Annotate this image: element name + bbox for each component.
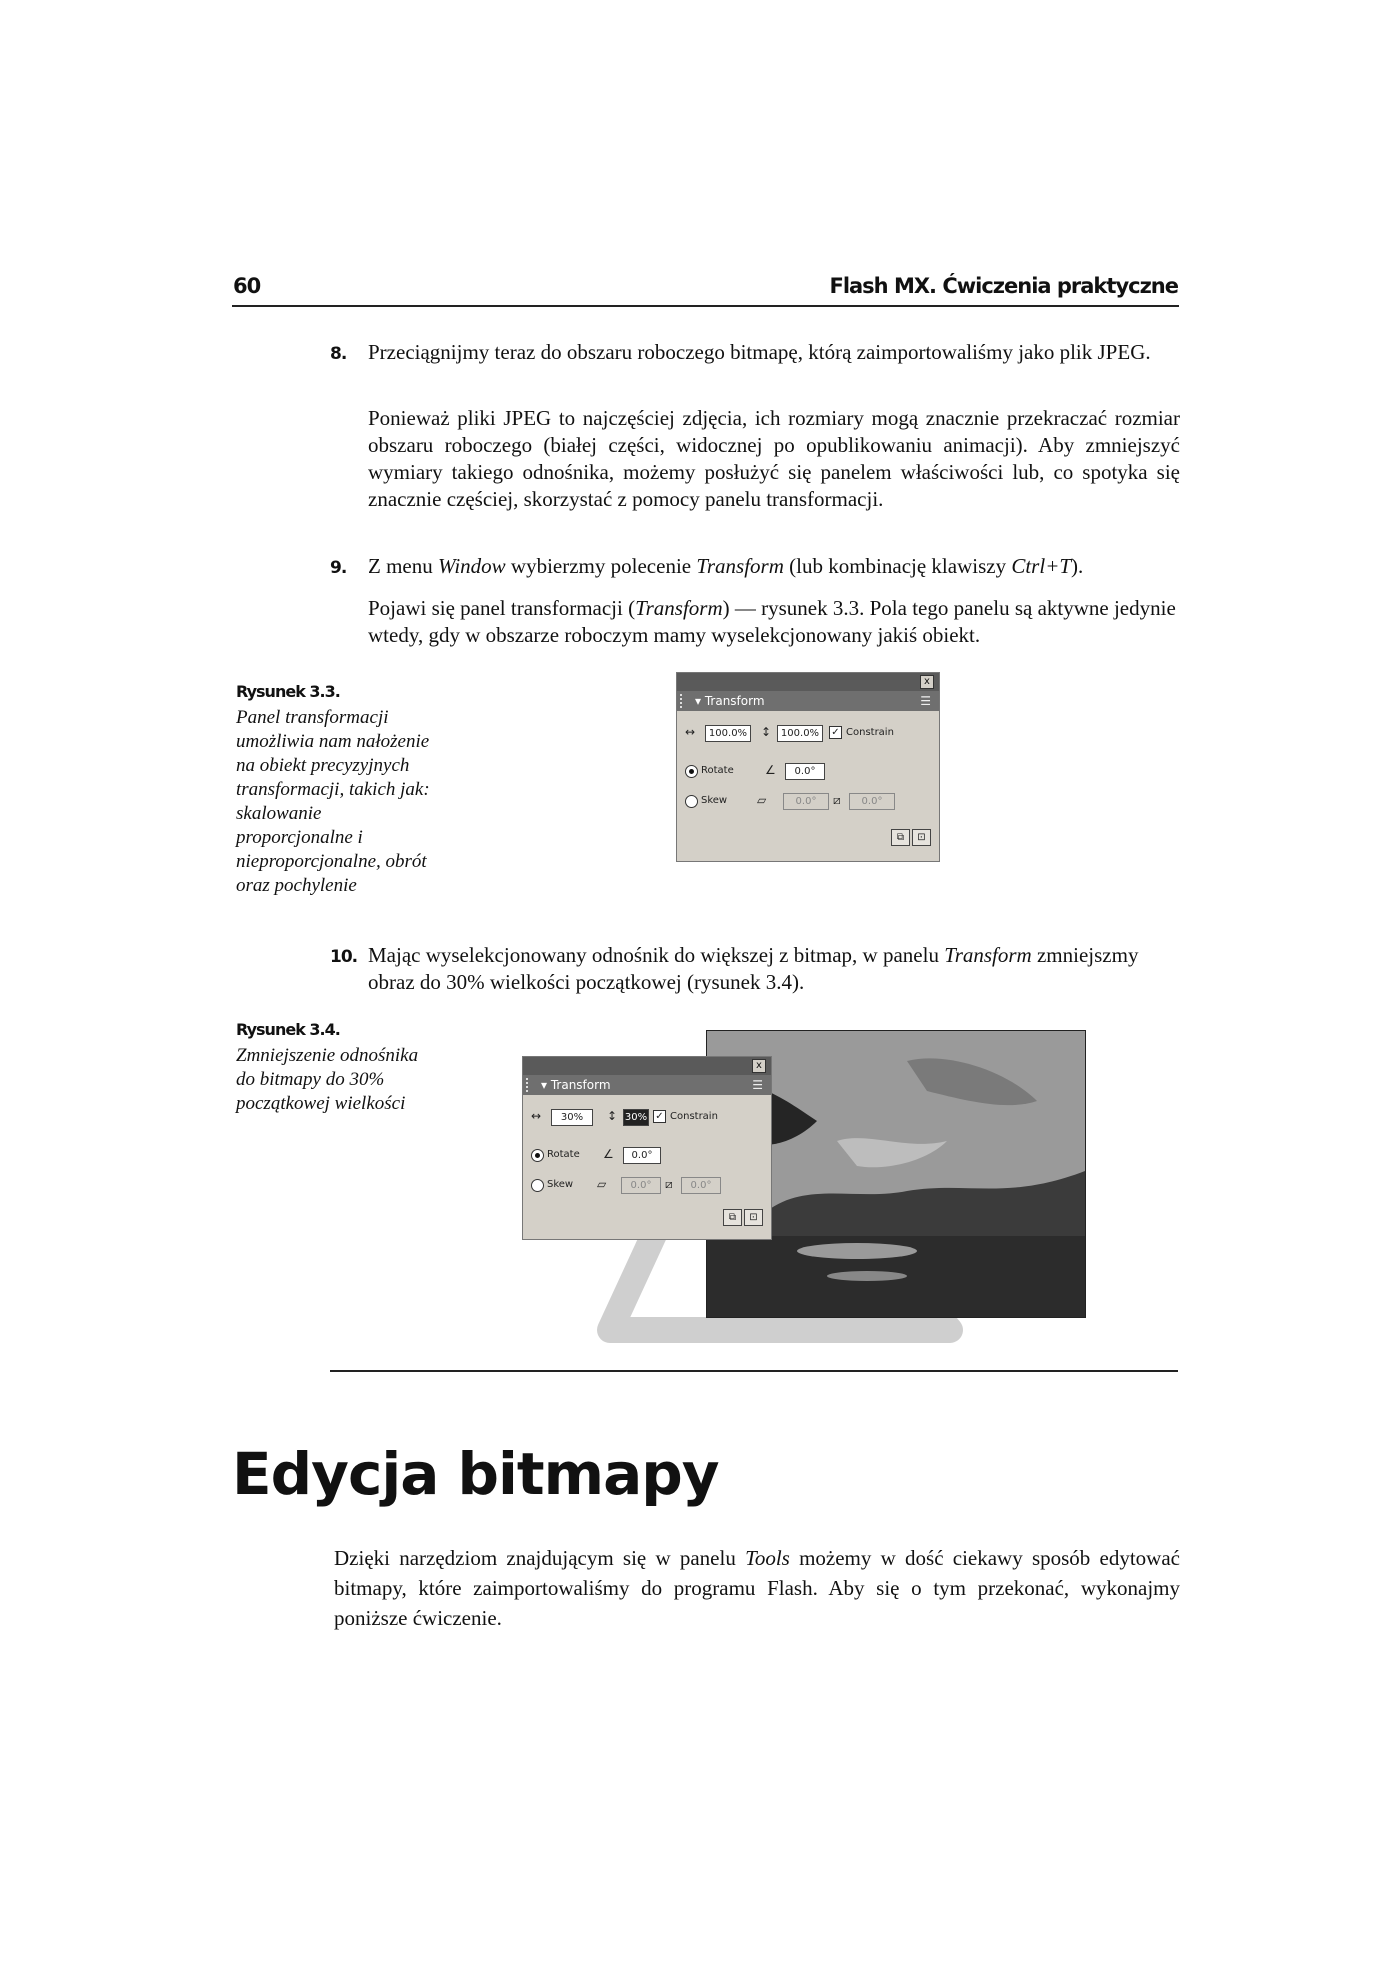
step-text: Przeciągnijmy teraz do obszaru roboczego bitmapę, którą zaimportowaliśmy jako plik JPEG. — [368, 340, 1151, 364]
reset-button[interactable]: ⊡ — [744, 1209, 763, 1226]
skew-vertical-icon: ⧄ — [833, 793, 841, 807]
angle-icon: ∠ — [603, 1147, 614, 1161]
panel-titlebar — [677, 673, 939, 691]
height-scale-input[interactable]: 100.0% — [777, 725, 823, 742]
rotate-input[interactable]: 0.0° — [623, 1147, 661, 1164]
collapse-arrow-icon: ▾ — [695, 694, 705, 708]
transform-panel-figure-3-3 — [676, 672, 940, 862]
panel-titlebar — [523, 1057, 771, 1075]
section-rule — [330, 1370, 1178, 1372]
rotate-input[interactable]: 0.0° — [785, 763, 825, 780]
rotate-radio[interactable] — [685, 765, 698, 778]
width-scale-input[interactable]: 100.0% — [705, 725, 751, 742]
step-8 — [330, 339, 1180, 366]
height-scale-icon: ↕ — [607, 1109, 618, 1123]
skew-horizontal-icon: ▱ — [757, 793, 767, 807]
step-number: 8. — [330, 344, 347, 364]
skew-label: Skew — [547, 1179, 574, 1190]
angle-icon: ∠ — [765, 763, 776, 777]
width-scale-input[interactable]: 30% — [551, 1109, 593, 1126]
figure-description: Panel transformacji umożliwia nam nałożenie na obiekt precyzyjnych transformacji, takich jak: skalowanie proporcjonalne i nieproporcjonalne, obrót oraz pochylenie — [236, 707, 430, 896]
page-number: 60 — [233, 274, 261, 298]
header-rule — [232, 305, 1179, 307]
constrain-label: Constrain — [846, 727, 894, 738]
rotate-label: Rotate — [547, 1149, 580, 1160]
rotate-label: Rotate — [701, 765, 734, 776]
skew-horizontal-icon: ▱ — [597, 1177, 607, 1191]
reset-button[interactable]: ⊡ — [912, 829, 931, 846]
collapse-arrow-icon: ▾ — [541, 1078, 551, 1092]
figure-3-4-caption — [236, 1018, 436, 1116]
height-scale-input[interactable]: 30% — [623, 1109, 649, 1126]
section-intro: Dzięki narzędziom znajdującym się w panelu Tools możemy w dość ciekawy sposób edytować bitmapy, które zaimportowaliśmy do programu Flash. Aby się o tym przekonać, wykonajmy poniższe ćwiczenie. — [334, 1546, 1180, 1630]
section-heading: Edycja bitmapy — [232, 1440, 719, 1508]
width-scale-icon: ↔ — [685, 725, 696, 739]
figure-label: Rysunek 3.3. — [236, 682, 340, 701]
paragraph-transform-panel: Pojawi się panel transformacji (Transform) — rysunek 3.3. Pola tego panelu są aktywne jedynie wtedy, gdy w obszarze roboczym mamy wyselekcjonowany jakiś obiekt. — [368, 596, 1176, 647]
close-button[interactable]: x — [752, 1059, 766, 1073]
skew-vertical-icon: ⧄ — [665, 1177, 673, 1191]
panel-title: Transform — [704, 694, 765, 708]
step-10 — [330, 942, 1180, 996]
rotate-radio[interactable] — [531, 1149, 544, 1162]
step-text: Mając wyselekcjonowany odnośnik do większej z bitmap, w panelu Transform zmniejszmy obraz do 30% wielkości początkowej (rysunek 3.4). — [368, 943, 1139, 994]
figure-3-3-caption — [236, 680, 436, 898]
skew-radio[interactable] — [685, 795, 698, 808]
constrain-checkbox[interactable]: ✓ — [653, 1110, 666, 1123]
options-menu-icon[interactable]: ☰ — [920, 694, 931, 708]
panel-tab[interactable] — [677, 691, 939, 711]
skew-radio[interactable] — [531, 1179, 544, 1192]
step-9 — [330, 553, 1180, 580]
panel-tab[interactable] — [523, 1075, 771, 1095]
height-scale-icon: ↕ — [761, 725, 772, 739]
transform-panel-figure-3-4 — [522, 1056, 772, 1240]
options-menu-icon[interactable]: ☰ — [752, 1078, 763, 1092]
skew-vertical-input[interactable]: 0.0° — [681, 1177, 721, 1194]
close-button[interactable]: x — [920, 675, 934, 689]
width-scale-icon: ↔ — [531, 1109, 542, 1123]
skew-horizontal-input[interactable]: 0.0° — [783, 793, 829, 810]
grip-icon[interactable] — [680, 694, 686, 708]
constrain-checkbox[interactable]: ✓ — [829, 726, 842, 739]
panel-title: Transform — [550, 1078, 611, 1092]
paragraph-jpeg-size: Ponieważ pliki JPEG to najczęściej zdjęcia, ich rozmiary mogą znacznie przekraczać rozmiar obszaru roboczego (białej części, widocznej po opublikowaniu animacji). Aby zmniejszyć wymiary takiego odnośnika, możemy posłużyć się panelem właściwości lub, co spotyka się znacznie częściej, skorzystać z pomocy panelu transformacji. — [368, 406, 1180, 511]
step-text: Z menu Window wybierzmy polecenie Transform (lub kombinację klawiszy Ctrl+T). — [368, 554, 1084, 578]
skew-vertical-input[interactable]: 0.0° — [849, 793, 895, 810]
running-header-title: Flash MX. Ćwiczenia praktyczne — [829, 274, 1178, 298]
skew-horizontal-input[interactable]: 0.0° — [621, 1177, 661, 1194]
constrain-label: Constrain — [670, 1111, 718, 1122]
copy-and-apply-button[interactable]: ⧉ — [891, 829, 910, 846]
step-number: 10. — [330, 947, 358, 967]
figure-description: Zmniejszenie odnośnika do bitmapy do 30% początkowej wielkości — [236, 1045, 419, 1114]
figure-label: Rysunek 3.4. — [236, 1020, 340, 1039]
grip-icon[interactable] — [526, 1078, 532, 1092]
copy-and-apply-button[interactable]: ⧉ — [723, 1209, 742, 1226]
skew-label: Skew — [701, 795, 728, 806]
step-number: 9. — [330, 558, 347, 578]
